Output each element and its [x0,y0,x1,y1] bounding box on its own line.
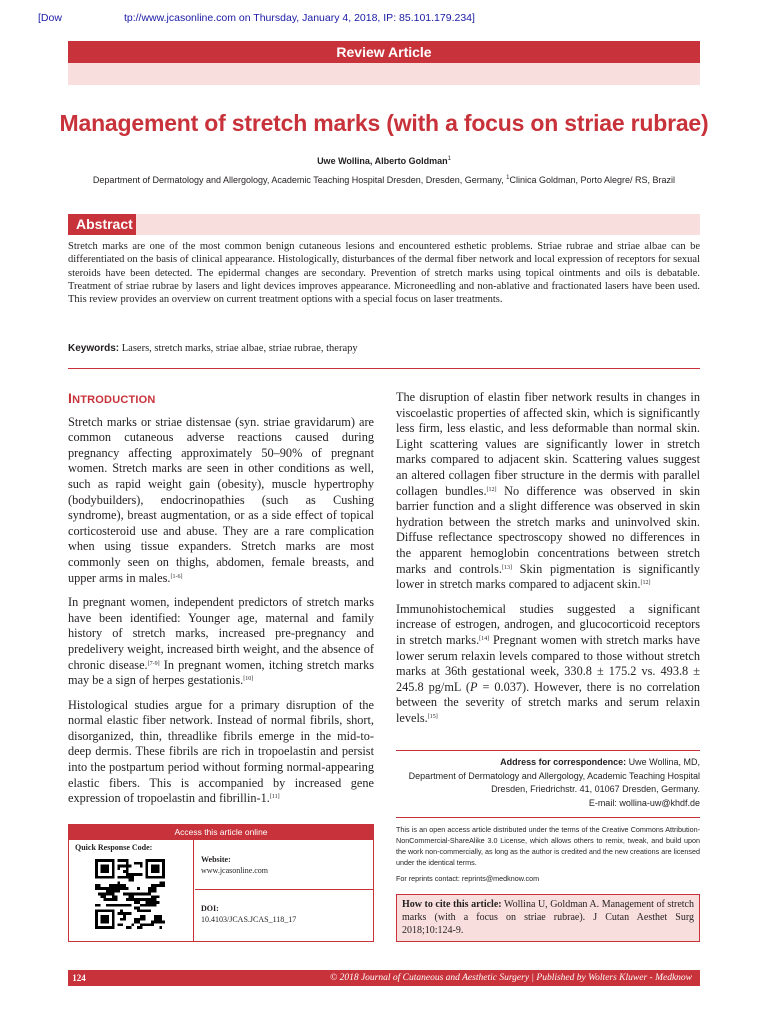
citation-text: Wollina U, Goldman A. Management of stretch marks (with a focus on striae rubrae). J Cutan Aesthet Surg 2018;10:124-9. [402,899,694,936]
download-notice-text: tp://www.jcasonline.com on Thursday, January 4, 2018, IP: 85.101.179.234] [123,12,475,24]
intro-paragraph-3 [68,698,374,807]
article-type-band: Review Article [68,41,700,63]
website-link[interactable]: www.jcasonline.com [201,866,269,875]
keywords-divider [68,368,700,369]
left-column [68,391,374,816]
affiliation-part2: Clinica Goldman, Porto Alegre/ RS, Brazil [509,175,676,185]
doi-value[interactable]: 10.4103/JCAS.JCAS_118_17 [201,915,297,924]
correspondence-email[interactable]: E-mail: wollina-uw@khdf.de [588,797,700,808]
abstract-heading: Abstract [68,214,136,235]
page-footer [68,970,700,986]
footer-copyright: © 2018 Journal of Cutaneous and Aesthetic Surgery | Published by Wolters Kluwer - Medknow [330,973,692,983]
citation-ref[interactable]: [10] [243,676,254,683]
paragraph-text: The disruption of elastin fiber network results in changes in viscoelastic properties of affected skin, which is significantly less firm, less elastic, and less deformable than normal skin. Light scattering values are significantly lower in stretch marks compared to adjacent skin. Scattering values suggest an altered collagen fiber structure in the dermis with parallel collagen bundles. [396,390,700,498]
affiliation [0,175,768,185]
introduction-heading [68,391,374,409]
citation-ref[interactable]: [14] [479,635,490,642]
paragraph-text: Pregnant women with stretch marks have lower serum relaxin levels compared to those without stretch marks at 36th gestational week, 330.8 ± 175.2 vs. 493.8 ± 245.8 pg/mL ( [396,632,700,694]
correspondence-line-3: Dresden, Friedrichstr. 41, 01067 Dresden, Germany. [491,784,700,794]
correspondence-address [396,750,700,810]
paragraph-text: No difference was observed in skin barrier function and a slight difference was observed in skin hydration between the stretch marks and uninvolved skin. Diffuse reflectance spectroscopy showed no differences in the apparent hemoglobin concentrations between stretch marks and controls. [396,483,700,576]
citation-ref[interactable]: [12] [640,580,651,587]
qr-cell [69,840,194,941]
qr-label: Quick Response Code: [75,843,153,852]
citation-ref[interactable]: [1-6] [170,573,183,580]
correspondence-line-1 [396,756,700,770]
paragraph-text: In pregnant women, itching stretch marks may be a sign of herpes gestationis. [68,657,375,688]
citation-ref[interactable]: [15] [427,713,438,720]
citation-ref[interactable]: [11] [269,794,280,801]
abstract-text: Stretch marks are one of the most common benign cutaneous lesions and encountered esthetic problems. Striae rubrae and striae albae can be differentiated on the basis of clinical appearance. Histologically, disturbances of the dermal fiber network and local expression of receptors for sexual steroids have been detected. The epidermal changes are secondary. Prevention of stretch marks using topical ointments and oils is debatable. Treatment of striae rubrae by lasers and light devices improves appearance. Microneedling and non-ablative and fractionated lasers have been used. This review provides an overview on current treatment options with a special focus on laser treatments. [68,241,700,306]
affiliation-sup: 1 [506,175,510,181]
correspondence-label: Address for correspondence: [500,757,627,767]
access-article-box [68,824,374,942]
body-paragraph-2 [396,602,700,727]
author-sup: 1 [447,156,451,162]
address-divider [396,817,700,818]
intro-paragraph-1 [68,415,374,587]
download-notice-prefix: [Dow [38,12,62,24]
license-text: This is an open access article distributed under the terms of the Creative Commons Attribution-NonCommercial-ShareAlike 3.0 License, which allows others to remix, tweak, and build upon the work non-commercially, as long as the author is credited and the new creations are licensed under the identical terms. [396,825,700,867]
heading-initial: I [68,390,73,406]
citation-ref[interactable]: [12] [486,486,497,493]
qr-code-icon[interactable] [95,859,165,929]
paragraph-text: Skin pigmentation is significantly lower in stretch marks compared to adjacent skin. [396,561,700,592]
website-cell [195,840,373,890]
keywords-label: Keywords: [68,343,120,354]
author-names: Uwe Wollina, Alberto Goldman [317,156,448,166]
doi-label: DOI: [201,904,219,913]
correspondence-name: Uwe Wollina, MD, [626,757,700,767]
citation-label: How to cite this article: [402,899,502,910]
paragraph-text: In pregnant women, independent predictors of stretch marks have been identified: Younger age, maternal and family history of stretch marks, increased pre-pregnancy and predelivery weight, increased birth weight, and the absence of chronic disease. [68,595,374,672]
header-decor-band [68,63,700,85]
author-list [0,156,768,166]
affiliation-part1: Department of Dermatology and Allergology, Academic Teaching Hospital Dresden, Dresden, Germany, [92,175,507,185]
paragraph-text: = 0.037). However, there is no correlation between the severity of stretch marks and serum relaxin levels. [396,679,700,725]
intro-paragraph-2 [68,595,374,689]
heading-rest: NTRODUCTION [72,394,156,406]
correspondence-line-2: Department of Dermatology and Allergology, Academic Teaching Hospital [408,770,700,781]
doi-cell [195,891,373,941]
article-title: Management of stretch marks (with a focus on striae rubrae) [59,110,709,136]
website-label: Website: [201,855,231,864]
p-value-symbol: P [470,679,478,694]
citation-box [396,894,700,942]
paragraph-text: Stretch marks or striae distensae (syn. striae gravidarum) are common cutaneous adverse reactions caused during pregnancy affecting approximately 50–90% of pregnant women. Stretch marks are seen in other conditions as well, such as rapid weight gain (obesity), muscle hypertrophy (bodybuilders), endocrinopathies (such as Cushing syndrome), breast augmentation, or as a side effect of topical corticosteroid use and abuse. They are a rare complication when using tissue expanders. Stretch marks are most commonly seen on thighs, abdomen, female breasts, and upper arms in males. [68,414,374,585]
reprints-contact: For reprints contact: reprints@medknow.com [396,874,540,883]
paragraph-text: Histological studies argue for a primary disruption of the normal elastic fiber network. Instead of normal fibrils, short, disorganized, thin, threadlike fibrils emerge in the mid-to-deep dermis. These fibrils are rich in tropoelastin and persist into the postpartum period without forming normal-appearing elastic fibers. This is accompanied by increased gene expression of tropoelastin and fibrillin-1. [68,697,374,806]
abstract-band [68,214,700,235]
citation-ref[interactable]: [13] [501,564,512,571]
page-number: 124 [72,973,86,983]
paragraph-text: Immunohistochemical studies suggested a significant increase of estrogen, androgen, and glucocorticoid receptors in stretch marks. [396,601,700,647]
citation-ref[interactable]: [7-9] [147,660,160,667]
right-column [396,390,700,735]
keywords [68,343,700,354]
keywords-list: Lasers, stretch marks, striae albae, striae rubrae, therapy [121,343,358,354]
access-box-header: Access this article online [69,825,373,840]
download-notice [38,12,475,24]
body-paragraph-1 [396,390,700,593]
